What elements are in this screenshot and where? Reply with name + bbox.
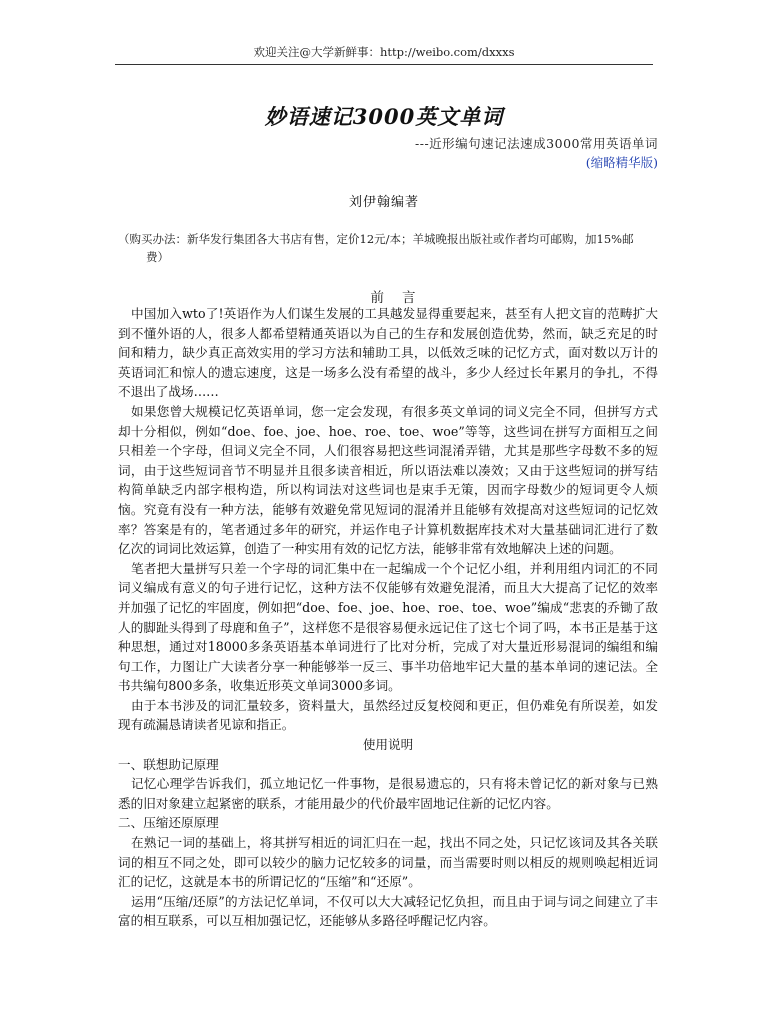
purchase-line-2: 费） [146, 250, 169, 264]
section-heading-2: 二、压缩还原原理 [118, 815, 219, 831]
book-title: 妙语速记3000英文单词 [264, 104, 504, 129]
section-2-paragraph-1: 在熟记一词的基础上，将其拼写相近的词汇归在一起，找出不同之处，只记忆该词及其各关联词的相互不同之处，即可以较少的脑力记忆较多的词量，而当需要时则以相反的规则唤起相近词汇的记忆，这就是本书的所谓记忆的“压缩”和“还原”。 [118, 835, 658, 890]
preface-title: 前言 [370, 290, 434, 306]
purchase-info [118, 230, 658, 266]
author-line: 刘伊翰编著 [348, 195, 419, 210]
preface-paragraph-2: 如果您曾大规模记忆英语单词，您一定会发现，有很多英文单词的词义完全不同，但拼写方式却十分相似，例如“doe、foe、joe、hoe、roe、toe、woe”等等，这些词在拼写方面相互之间只相差一个字母，但词义完全不同，人们很容易把这些词混淆弄错，尤其是那些字母数不多的短词，由于这些短词音节不明显并且很多读音相近，所以语法难以凑效；又由于这些短词的拼写结构简单缺乏内部字根构造，所以构词法对这些词也是束手无策，因而字母数少的短词更令人烦恼。究竟有没有一种方法，能够有效避免常见短词的混淆并且能够有效提高对这些短词的记忆效率？答案是有的，笔者通过多年的研究，并运作电子计算机数据库技术对大量基础词汇进行了数亿次的词词比效运算，创造了一种实用有效的记忆方法，能够非常有效地解决上述的问题。 [118, 403, 658, 557]
purchase-line-1: （购买办法：新华发行集团各大书店有售，定价12元/本；羊城晚报出版社或作者均可邮购，加15%邮 [118, 232, 634, 246]
page-header: 欢迎关注@大学新鲜事：http://weibo.com/dxxxs [253, 45, 515, 59]
preface-paragraph-1: 中国加入wto了!英语作为人们谋生发展的工具越发显得重要起来，甚至有人把文盲的范畴扩大到不懂外语的人，很多人都希望精通英语以为自己的生存和发展创造优势，然而，缺乏充足的时间和精力，缺少真正高效实用的学习方法和辅助工具，以低效乏味的记忆方式，面对数以万计的英语词汇和惊人的遗忘速度，这是一场多么没有希望的战斗，多少人经过长年累月的争扎，不得不退出了战场…… [118, 306, 658, 400]
section-heading-1: 一、联想助记原理 [118, 756, 219, 772]
edition-label: (缩略精华版) [585, 155, 658, 170]
section-1-paragraph-1: 记忆心理学告诉我们，孤立地记忆一件事物，是很易遗忘的，只有将未曾记忆的新对象与已熟悉的旧对象建立起紧密的联系，才能用最少的代价最牢固地记住新的记忆内容。 [118, 776, 658, 811]
preface-paragraph-3: 笔者把大量拼写只差一个字母的词汇集中在一起编成一个个记忆小组，并利用组内词汇的不同词义编成有意义的句子进行记忆，这种方法不仅能够有效避免混淆，而且大大提高了记忆的效率并加强了记忆的牢固度，例如把“doe、foe、joe、hoe、roe、toe、woe”编成“悲衷的乔锄了敌人的脚趾头得到了母鹿和鱼子”，这样您不是很容易便永远记住了这七个词了吗，本书正是基于这种思想，通过对18000多条英语基本单词进行了比对分析，完成了对大量近形易混词的编组和编句工作，力图让广大读者分享一种能够举一反三、事半功倍地牢记大量的基本单词的速记法。全书共编句800多条，收集近形英文单词3000多词。 [118, 560, 658, 694]
body-text [118, 302, 658, 931]
section-2-paragraph-2: 运用“压缩/还原”的方法记忆单词，不仅可以大大减轻记忆负担，而且由于词与词之间建立了丰富的相互联系，可以互相加强记忆，还能够从多路径呼醒记忆内容。 [118, 893, 658, 929]
usage-title: 使用说明 [362, 737, 414, 753]
header-divider [115, 64, 653, 65]
book-subtitle: ---近形编句速记法速成3000常用英语单词 [415, 136, 658, 151]
preface-paragraph-4: 由于本书涉及的词汇量较多，资料量大，虽然经过反复校阅和更正，但仍难免有所误差，如发现有疏漏恳请读者见谅和指正。 [118, 697, 658, 733]
